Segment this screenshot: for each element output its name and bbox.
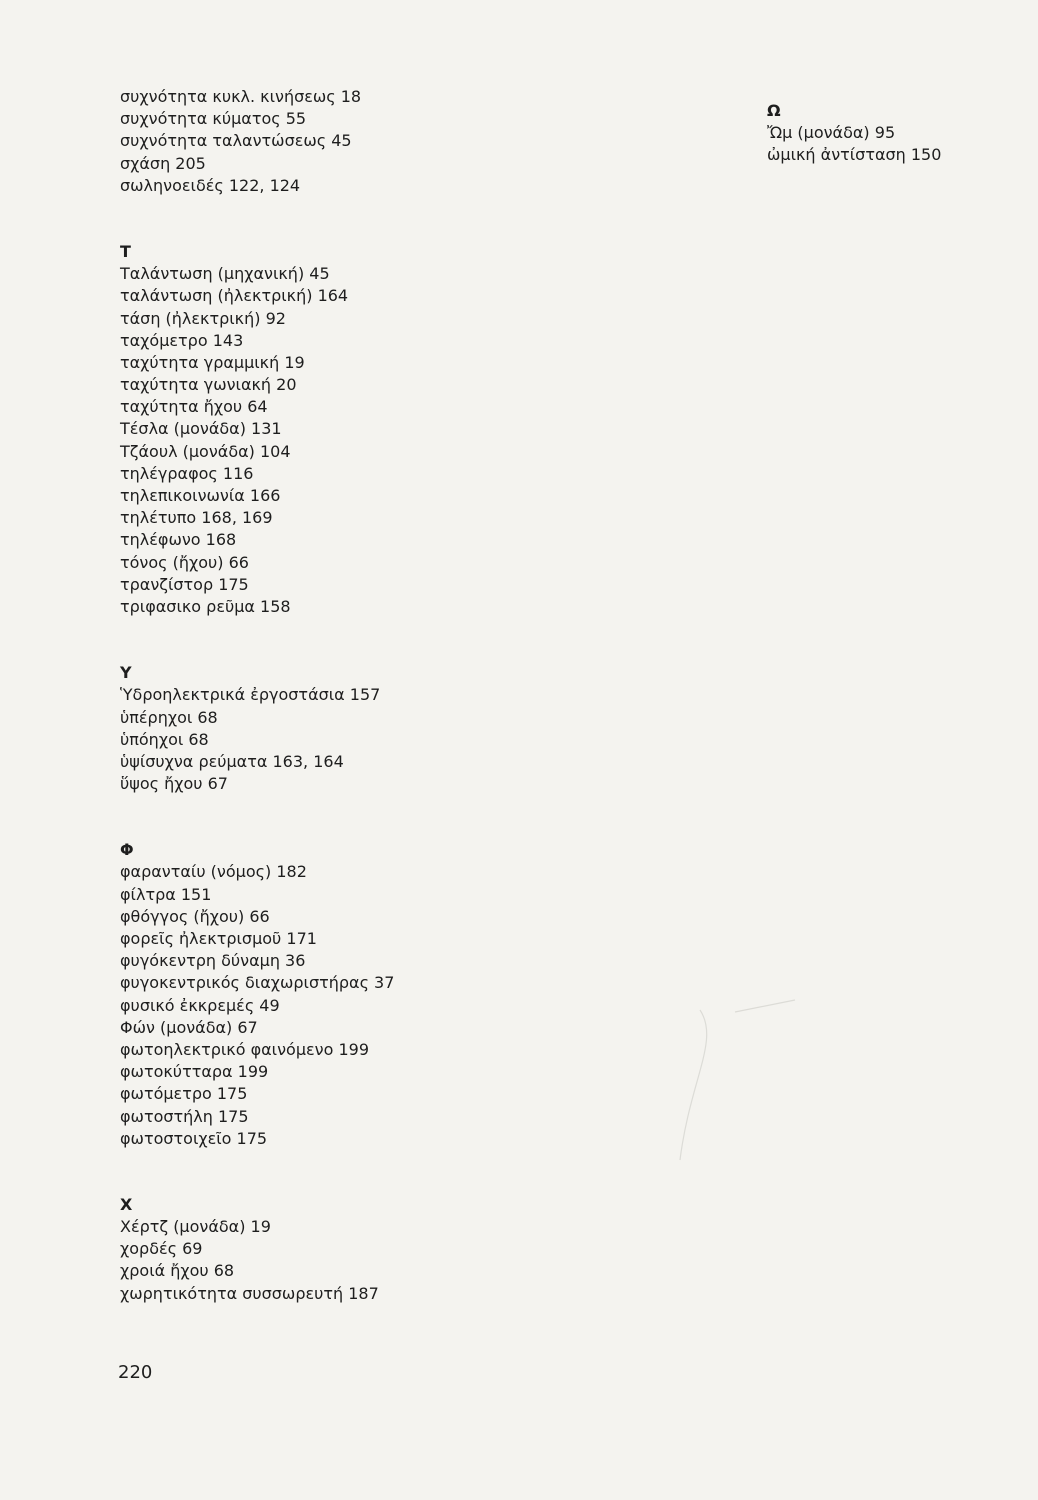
index-entry: Ταλάντωση (μηχανική) 45 (120, 264, 330, 284)
index-column-left (120, 86, 520, 1305)
index-section-s (120, 86, 520, 197)
index-entry: φυγοκεντρικός διαχωριστήρας 37 (120, 973, 395, 993)
index-entry: τηλέφωνο 168 (120, 530, 237, 550)
index-entry: Τζάουλ (μονάδα) 104 (120, 441, 291, 461)
index-entry: τηλέγραφος 116 (120, 463, 254, 483)
index-entry: ὑπόηχοι 68 (120, 729, 209, 749)
index-column-right (767, 100, 1027, 167)
index-entry: συχνότητα κύματος 55 (120, 109, 307, 129)
index-section-t (120, 241, 520, 618)
section-letter: Ω (767, 101, 781, 120)
section-letter: Τ (120, 241, 131, 261)
index-entry: φαρανταίυ (νόμος) 182 (120, 862, 307, 882)
index-entry: ταχύτητα γραμμική 19 (120, 352, 305, 372)
section-letter: Χ (120, 1194, 133, 1214)
index-entry: φωτόμετρο 175 (120, 1084, 248, 1104)
index-entry: φορεῖς ἠλεκτρισμοῦ 171 (120, 929, 317, 948)
index-entry: τρανζίστορ 175 (120, 574, 249, 594)
index-entry: φωτοκύτταρα 199 (120, 1062, 269, 1082)
page-number: 220 (118, 1362, 153, 1383)
index-entry: ταλάντωση (ἠλεκτρική) 164 (120, 286, 349, 306)
index-entry: φυγόκεντρη δύναμη 36 (120, 951, 306, 971)
index-section-ch (120, 1194, 520, 1305)
index-entry: τριφασικο ρεῦμα 158 (120, 596, 291, 616)
index-entry: φθόγγος (ἤχου) 66 (120, 906, 270, 926)
index-entry: συχνότητα κυκλ. κινήσεως 18 (120, 87, 362, 106)
index-entry: ὑψίσυχνα ρεύματα 163, 164 (120, 751, 344, 771)
section-letter: Φ (120, 840, 134, 860)
index-entry: ὕψος ἤχου 67 (120, 774, 228, 794)
index-entry: σχάση 205 (120, 153, 206, 173)
index-entry: φίλτρα 151 (120, 884, 212, 904)
index-entry: Φών (μονάδα) 67 (120, 1017, 258, 1037)
index-entry: φωτοστήλη 175 (120, 1106, 249, 1126)
index-entry: τάση (ἠλεκτρική) 92 (120, 308, 286, 328)
index-entry: φωτοστοιχεῖο 175 (120, 1128, 268, 1148)
index-entry: ταχύτητα γωνιακή 20 (120, 375, 297, 395)
index-entry: σωληνοειδές 122, 124 (120, 175, 301, 195)
index-entry: τηλεπικοινωνία 166 (120, 486, 281, 505)
index-entry: φυσικό ἐκκρεμές 49 (120, 995, 280, 1015)
index-section-y (120, 662, 520, 795)
index-entry: ὠμική ἀντίσταση 150 (767, 145, 942, 165)
index-entry: φωτοηλεκτρικό φαινόμενο 199 (120, 1039, 369, 1059)
index-section-f (120, 839, 520, 1150)
index-entry: τηλέτυπο 168, 169 (120, 508, 273, 528)
index-entry: Τέσλα (μονάδα) 131 (120, 419, 282, 439)
index-entry: Ὤμ (μονάδα) 95 (767, 123, 896, 143)
index-entry: τόνος (ἤχου) 66 (120, 552, 249, 572)
index-entry: χορδές 69 (120, 1239, 203, 1259)
index-entry: ταχόμετρο 143 (120, 330, 244, 350)
index-entry: χωρητικότητα συσσωρευτή 187 (120, 1283, 379, 1303)
index-entry: Χέρτζ (μονάδα) 19 (120, 1217, 271, 1237)
section-letter: Υ (120, 663, 132, 683)
index-entry: χροιά ἤχου 68 (120, 1261, 235, 1281)
index-entry: ὑπέρηχοι 68 (120, 707, 218, 727)
index-entry: Ὑδροηλεκτρικά ἐργοστάσια 157 (120, 685, 381, 705)
index-entry: συχνότητα ταλαντώσεως 45 (120, 131, 352, 151)
index-entry: ταχύτητα ἤχου 64 (120, 397, 268, 417)
index-section-o (767, 100, 1027, 167)
